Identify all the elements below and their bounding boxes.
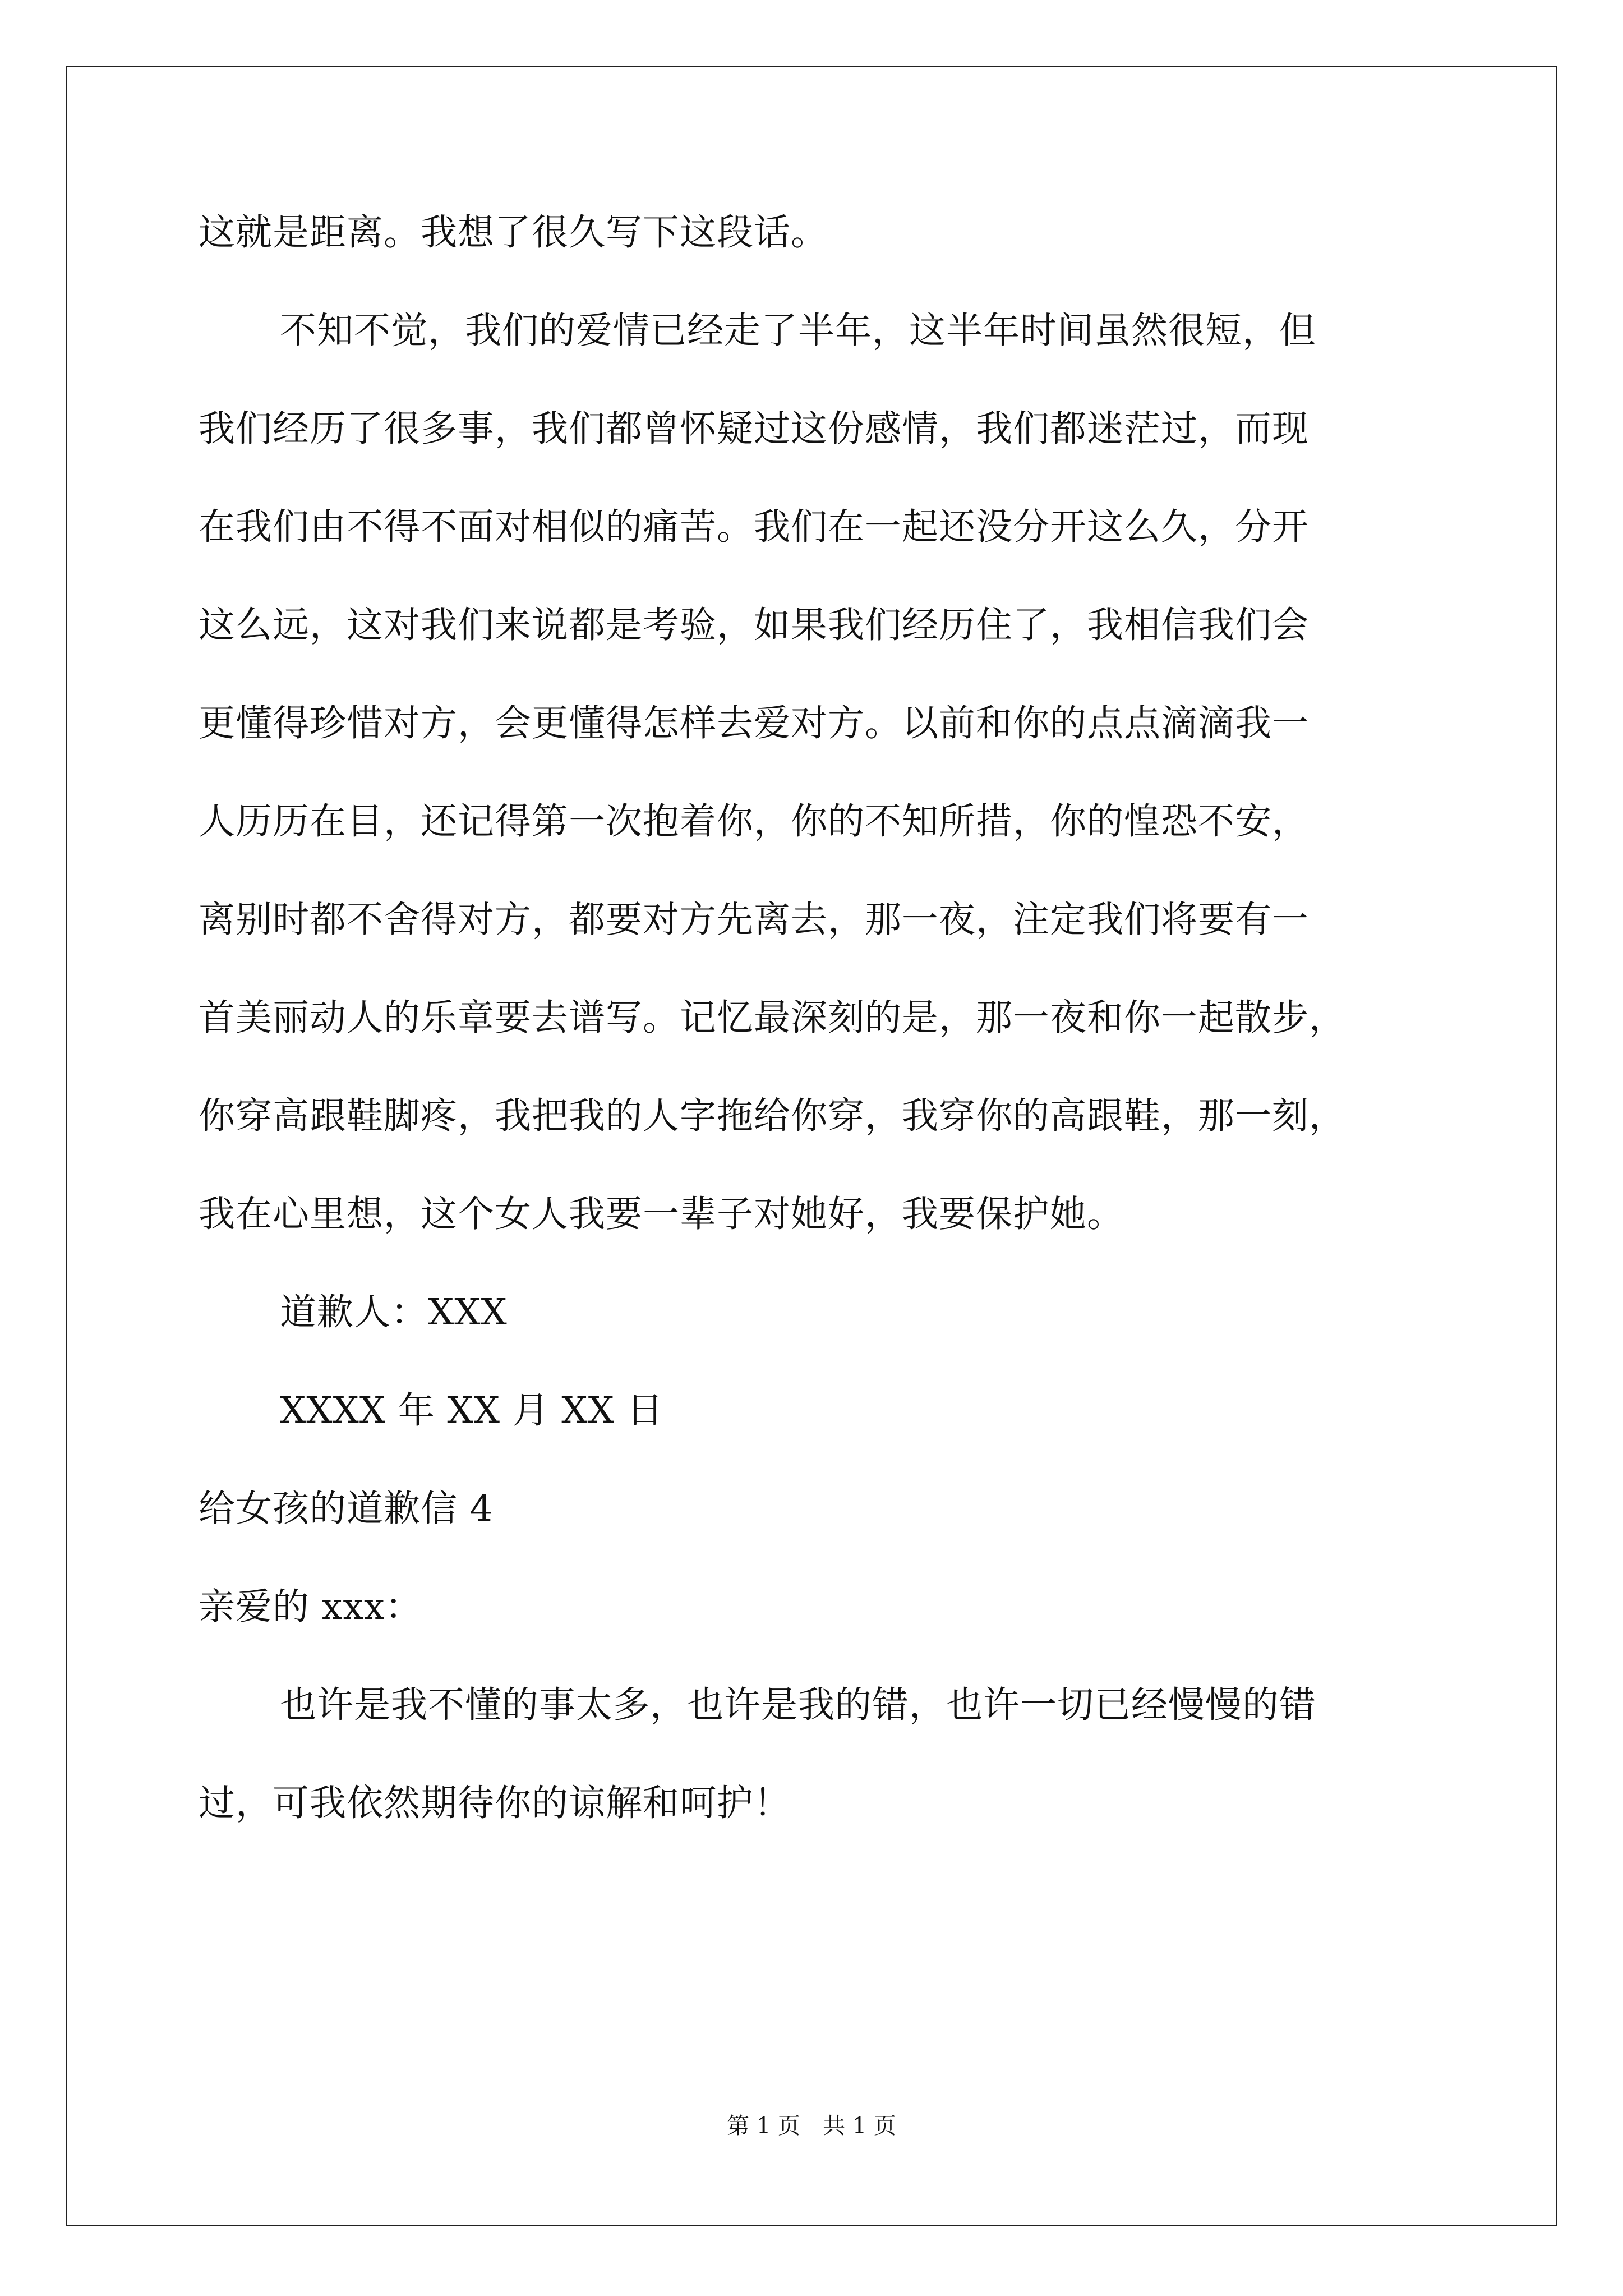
paragraph-line: 在我们由不得不面对相似的痛苦。我们在一起还没分开这么久，分开 — [199, 506, 1310, 548]
paragraph-line: 你穿高跟鞋脚疼，我把我的人字拖给你穿，我穿你的高跟鞋，那一刻， — [199, 1095, 1347, 1137]
paragraph-line: 离别时都不舍得对方，都要对方先离去，那一夜，注定我们将要有一 — [199, 899, 1310, 941]
paragraph-line: 我在心里想，这个女人我要一辈子对她好，我要保护她。 — [199, 1193, 1124, 1235]
paragraph-line: 人历历在目，还记得第一次抱着你，你的不知所措，你的惶恐不安， — [199, 800, 1310, 843]
paragraph-line: 也许是我不懂的事太多，也许是我的错，也许一切已经慢慢的错 — [280, 1684, 1317, 1726]
paragraph-line: 我们经历了很多事，我们都曾怀疑过这份感情，我们都迷茫过，而现 — [199, 408, 1310, 450]
paragraph-line: 更懂得珍惜对方，会更懂得怎样去爱对方。以前和你的点点滴滴我一 — [199, 702, 1310, 744]
paragraph-line: 这么远，这对我们来说都是考验，如果我们经历住了，我相信我们会 — [199, 604, 1310, 646]
signature-line: 道歉人：XXX — [280, 1291, 508, 1333]
section-title: 给女孩的道歉信 4 — [199, 1488, 494, 1530]
paragraph-line: 过，可我依然期待你的谅解和呵护！ — [199, 1782, 791, 1824]
paragraph-line: 这就是距离。我想了很久写下这段话。 — [199, 211, 828, 254]
date-line: XXXX 年 XX 月 XX 日 — [280, 1389, 664, 1432]
page-footer: 第 1 页 共 1 页 — [727, 2113, 896, 2139]
paragraph-line: 不知不觉，我们的爱情已经走了半年，这半年时间虽然很短，但 — [280, 310, 1317, 352]
paragraph-line: 首美丽动人的乐章要去谱写。记忆最深刻的是，那一夜和你一起散步， — [199, 997, 1347, 1039]
salutation: 亲爱的 xxx： — [199, 1586, 422, 1628]
